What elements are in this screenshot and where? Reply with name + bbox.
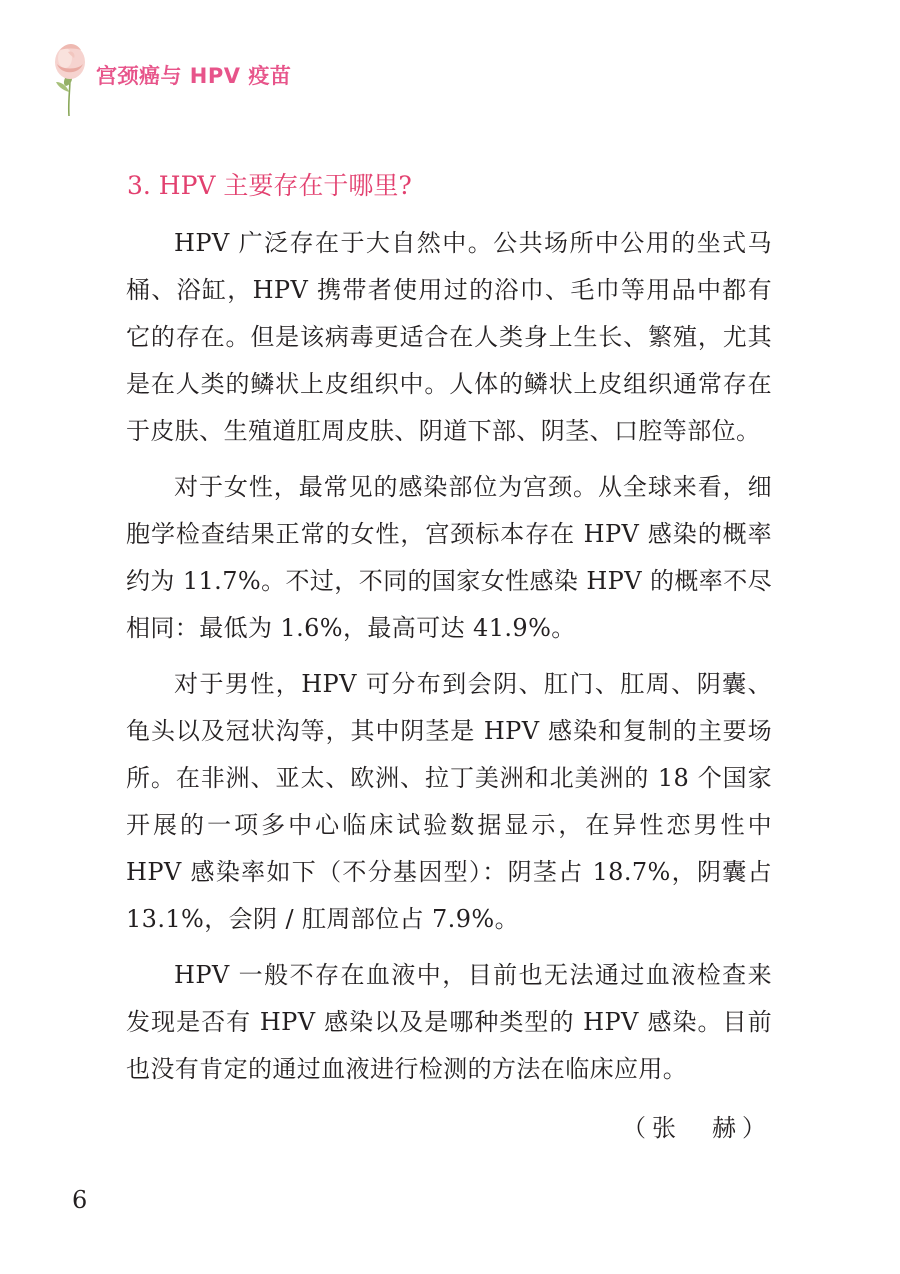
paragraph: HPV 一般不存在血液中，目前也无法通过血液检查来发现是否有 HPV 感染以及是哪种类型的 HPV 感染。目前也没有肯定的通过血液进行检测的方法在临床应用。 <box>126 961 772 1083</box>
section-title: 3. HPV 主要存在于哪里? <box>127 171 412 200</box>
rose-icon <box>48 40 92 116</box>
paragraph: 对于女性，最常见的感染部位为宫颈。从全球来看，细胞学检查结果正常的女性，宫颈标本存在 HPV 感染的概率约为 11.7%。不过，不同的国家女性感染 HPV 的概率不尽相同：最低为 1.6%，最高可达 41.9%。 <box>126 473 772 642</box>
author-credit: （张 赫） <box>622 1114 772 1142</box>
running-header <box>48 40 468 116</box>
paragraph: HPV 广泛存在于大自然中。公共场所中公用的坐式马桶、浴缸，HPV 携带者使用过的浴巾、毛巾等用品中都有它的存在。但是该病毒更适合在人类身上生长、繁殖，尤其是在人类的鳞状上皮组织中。人体的鳞状上皮组织通常存在于皮肤、生殖道肛周皮肤、阴道下部、阴茎、口腔等部位。 <box>126 229 772 445</box>
page-number: 6 <box>72 1186 88 1214</box>
book-title: 宫颈癌与 HPV 疫苗 <box>96 64 292 88</box>
paragraph: 对于男性，HPV 可分布到会阴、肛门、肛周、阴囊、龟头以及冠状沟等，其中阴茎是 HPV 感染和复制的主要场所。在非洲、亚太、欧洲、拉丁美洲和北美洲的 18 个国家开展的一项多中心临床试验数据显示，在异性恋男性中 HPV 感染率如下（不分基因型）：阴茎占 18.7%，阴囊占 13.1%，会阴 / 肛周部位占 7.9%。 <box>126 670 772 933</box>
article-body <box>126 220 772 1102</box>
